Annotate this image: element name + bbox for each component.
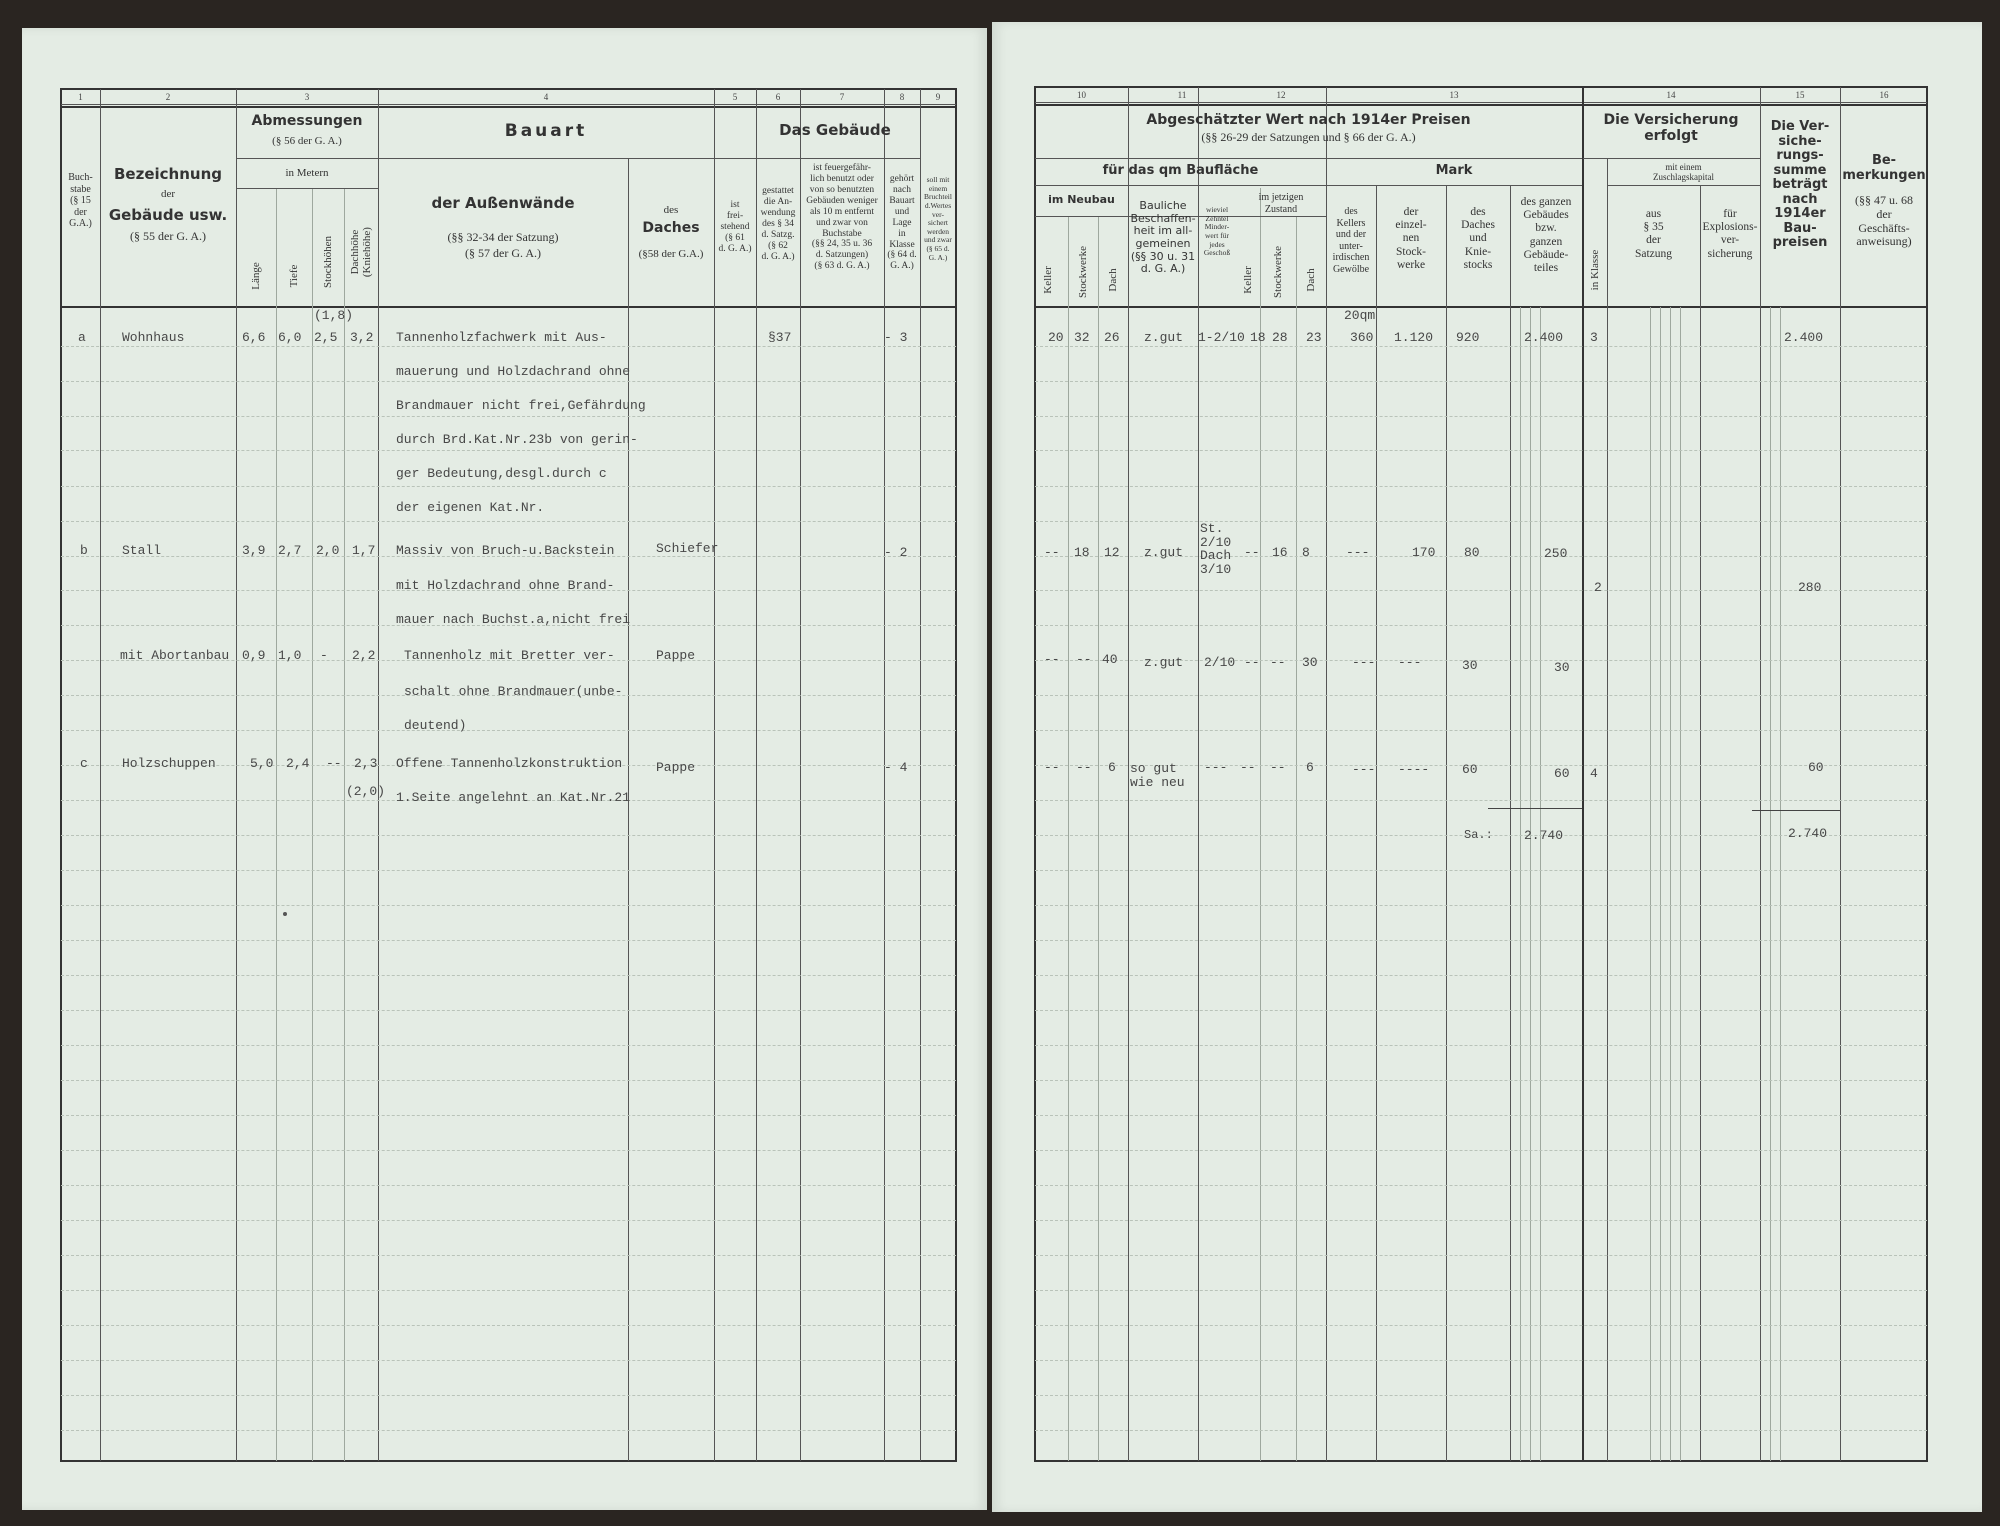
header-abmessungen-title: Abmessungen bbox=[251, 113, 363, 129]
header-wieviel: wieviel Zehntel Minder- wert für jedes Geschoß bbox=[1203, 205, 1231, 258]
row-a-stock-above: (1,8) bbox=[314, 308, 354, 323]
col-number-9: 9 bbox=[935, 92, 941, 102]
r-abort-ganzen: 30 bbox=[1554, 660, 1570, 675]
row-b-klasse: - 2 bbox=[884, 545, 908, 560]
sum-label: Sa.: bbox=[1464, 828, 1493, 842]
row-c-dach: 2,3 bbox=[354, 756, 378, 771]
row-abort-dach: 2,2 bbox=[352, 648, 376, 663]
row-a-wand-3: Brandmauer nicht frei,Gefährdung bbox=[396, 398, 646, 413]
row-c-dach-mat: Pappe bbox=[656, 760, 696, 775]
r-b-klasse: 2 bbox=[1594, 580, 1602, 595]
header-bezeichnung-gebaeude: Gebäude usw. bbox=[108, 206, 228, 224]
header-n-dach: Dach bbox=[1107, 268, 1119, 292]
header-aus: aus § 35 der Satzung bbox=[1634, 208, 1673, 260]
r-b-summe: 280 bbox=[1798, 580, 1822, 595]
header-in-klasse: in Klasse bbox=[1589, 249, 1601, 291]
r-c-n-stock: -- bbox=[1076, 760, 1092, 775]
row-b-dach: 1,7 bbox=[352, 543, 376, 558]
header-gehoert: gehört nach Bauart und Lage in Klasse (§ 64 d. G. A.) bbox=[887, 174, 917, 272]
header-j-dach: Dach bbox=[1305, 268, 1317, 292]
row-c-tiefe: 2,4 bbox=[286, 756, 310, 771]
r-c-j-keller: -- bbox=[1240, 760, 1256, 775]
r-b-zehntel: St. 2/10 Dach 3/10 bbox=[1200, 521, 1232, 577]
header-bezeichnung-ref: (§ 55 der G. A.) bbox=[130, 229, 206, 243]
row-abort-dach-mat: Pappe bbox=[656, 648, 696, 663]
r-b-daches: 80 bbox=[1464, 545, 1480, 560]
header-j-keller: Keller bbox=[1242, 266, 1254, 294]
r-a-j-stock: 28 bbox=[1272, 330, 1288, 345]
header-mark: Mark bbox=[1435, 163, 1473, 178]
r-abort-j-stock: -- bbox=[1270, 655, 1286, 670]
row-abort-name: mit Abortanbau bbox=[120, 648, 230, 663]
sum-ganzen: 2.740 bbox=[1524, 828, 1564, 843]
header-abmessungen-ref: (§ 56 der G. A.) bbox=[272, 135, 342, 147]
header-bauliche: Bauliche Beschaffen- heit im all- gemeinen (§§ 30 u. 31 d. G. A.) bbox=[1130, 199, 1196, 276]
header-bauart-title: Bauart bbox=[504, 121, 588, 141]
col-number-14: 14 bbox=[1666, 90, 1676, 100]
col-number-12: 12 bbox=[1276, 90, 1286, 100]
header-dachhoehe: Dachhöhe (Kniehöhe) bbox=[348, 227, 373, 278]
row-b-wand-3: mauer nach Buchst.a,nicht frei bbox=[396, 612, 631, 627]
r-abort-zehntel: 2/10 bbox=[1204, 655, 1236, 670]
r-b-n-dach: 12 bbox=[1104, 545, 1120, 560]
header-summe: Die Ver- siche- rungs- summe beträgt nach 1914er Bau- preisen bbox=[1770, 119, 1830, 251]
r-b-ganzen: 250 bbox=[1544, 546, 1568, 561]
row-abort-wand-2: schalt ohne Brandmauer(unbe- bbox=[404, 684, 623, 699]
r-a-daches: 920 bbox=[1456, 330, 1480, 345]
header-im-neubau: im Neubau bbox=[1048, 193, 1115, 206]
header-ganzen: des ganzen Gebäudes bzw. ganzen Gebäude- teiles bbox=[1520, 196, 1572, 275]
r-abort-n-stock: -- bbox=[1076, 652, 1092, 667]
r-abort-j-keller: -- bbox=[1244, 655, 1260, 670]
row-a-gestattet: §37 bbox=[768, 330, 792, 345]
r-abort-daches: 30 bbox=[1462, 658, 1478, 673]
col-number-16: 16 bbox=[1879, 90, 1889, 100]
row-a-wand-6: der eigenen Kat.Nr. bbox=[396, 500, 545, 515]
r-b-n-keller: -- bbox=[1044, 545, 1060, 560]
row-c-dach-below: (2,0) bbox=[346, 784, 386, 799]
row-b-tiefe: 2,7 bbox=[278, 543, 302, 558]
header-aussenwaende: der Außenwände bbox=[431, 194, 575, 212]
col-number-1: 1 bbox=[78, 92, 83, 102]
r-c-n-keller: -- bbox=[1044, 760, 1060, 775]
r-abort-kellers: --- bbox=[1352, 655, 1376, 670]
col-number-10: 10 bbox=[1077, 90, 1086, 100]
row-a-laenge: 6,6 bbox=[242, 330, 266, 345]
r-abort-n-keller: -- bbox=[1044, 652, 1060, 667]
r-abort-j-dach: 30 bbox=[1302, 655, 1318, 670]
row-a-wand-5: ger Bedeutung,desgl.durch c bbox=[396, 466, 607, 481]
r-c-einzelnen: ---- bbox=[1398, 762, 1430, 777]
r-b-n-stock: 18 bbox=[1074, 545, 1090, 560]
header-qm-title: für das qm Baufläche bbox=[1102, 163, 1259, 178]
row-b-wand-2: mit Holzdachrand ohne Brand- bbox=[396, 578, 615, 593]
r-b-j-dach: 8 bbox=[1302, 545, 1310, 560]
header-feuergefaehrlich: ist feuergefähr- lich benutzt oder von so benutzten Gebäuden weniger als 10 m entfernt und zwar von Buchstabe (§§ 24, 35 u. 36 d. Satzungen) (§ 63 d. G. A.) bbox=[806, 163, 878, 272]
header-kellers: des Kellers und der unter- irdischen Gewölbe bbox=[1332, 206, 1370, 275]
r-a-ganzen: 2.400 bbox=[1524, 330, 1564, 345]
row-a-stock: 2,5 bbox=[314, 330, 338, 345]
header-soll: soll mit einem Bruchteil d.Wertes ver- sichert werden und zwar (§ 65 d. G. A.) bbox=[924, 175, 952, 262]
header-buchstabe: Buch- stabe (§ 15 der G.A.) bbox=[68, 172, 93, 229]
r-a-einzelnen: 1.120 bbox=[1394, 330, 1434, 345]
col-number-15: 15 bbox=[1795, 90, 1805, 100]
r-a-zehntel: 1-2/10 bbox=[1198, 330, 1245, 345]
col-number-11: 11 bbox=[1177, 90, 1187, 100]
col-number-8: 8 bbox=[899, 92, 905, 102]
row-c-wand: Offene Tannenholzkonstruktion bbox=[396, 756, 623, 771]
header-wert-ref: (§§ 26-29 der Satzungen und § 66 der G. A.) bbox=[1201, 130, 1416, 144]
col-number-13: 13 bbox=[1449, 90, 1459, 100]
header-explosion: für Explosions- ver- sicherung bbox=[1702, 208, 1758, 260]
row-a-wand: Tannenholzfachwerk mit Aus- bbox=[396, 330, 607, 345]
r-abort-einzelnen: --- bbox=[1398, 655, 1422, 670]
r-c-j-dach: 6 bbox=[1306, 760, 1314, 775]
header-stockhoehen: Stockhöhen bbox=[322, 236, 334, 288]
row-abort-stock: - bbox=[320, 648, 328, 663]
row-b-laenge: 3,9 bbox=[242, 543, 266, 558]
header-n-stockwerke: Stockwerke bbox=[1077, 246, 1089, 298]
row-c-laenge: 5,0 bbox=[250, 756, 274, 771]
r-c-klasse: 4 bbox=[1590, 766, 1598, 781]
header-gestattet: gestattet die An- wendung des § 34 d. Satzg. (§ 62 d. G. A.) bbox=[760, 186, 796, 262]
r-c-ganzen: 60 bbox=[1554, 766, 1570, 781]
row-abort-wand-3: deutend) bbox=[404, 718, 467, 733]
row-a-klasse: - 3 bbox=[884, 330, 908, 345]
header-aussenwaende-ref1: (§§ 32-34 der Satzung) bbox=[447, 230, 559, 244]
row-abort-wand: Tannenholz mit Bretter ver- bbox=[404, 648, 615, 663]
r-c-bauliche: so gut wie neu bbox=[1130, 761, 1185, 791]
r-b-j-keller: -- bbox=[1244, 545, 1260, 560]
row-a-tiefe: 6,0 bbox=[278, 330, 302, 345]
r-a-j-keller: 18 bbox=[1250, 330, 1266, 345]
row-a-letter: a bbox=[78, 330, 86, 345]
header-gebaeude-title: Das Gebäude bbox=[779, 121, 891, 139]
header-daches: Daches bbox=[642, 220, 700, 236]
row-b-name: Stall bbox=[122, 543, 162, 558]
col-number-2: 2 bbox=[165, 92, 171, 102]
header-bemerkungen: Be- merkungen bbox=[1842, 153, 1926, 183]
col-number-5: 5 bbox=[732, 92, 738, 102]
r-a-klasse: 3 bbox=[1590, 330, 1598, 345]
header-einzelnen: der einzel- nen Stock- werke bbox=[1395, 206, 1427, 271]
r-c-n-dach: 6 bbox=[1108, 760, 1116, 775]
row-a-name: Wohnhaus bbox=[122, 330, 185, 345]
r-abort-n-dach: 40 bbox=[1102, 652, 1118, 667]
col-number-7: 7 bbox=[839, 92, 845, 102]
header-daches-ref: (§58 der G.A.) bbox=[638, 248, 704, 260]
sum-summe: 2.740 bbox=[1788, 826, 1828, 841]
header-freistehend: ist frei- stehend (§ 61 d. G. A.) bbox=[718, 200, 752, 254]
header-laenge: Länge bbox=[250, 262, 262, 290]
sum-rule-ganzen bbox=[1488, 808, 1582, 809]
header-j-stockwerke: Stockwerke bbox=[1272, 246, 1284, 298]
r-abort-bauliche: z.gut bbox=[1144, 655, 1184, 670]
row-a-wand-2: mauerung und Holzdachrand ohne bbox=[396, 364, 631, 379]
header-im-jetzigen: im jetzigen Zustand bbox=[1258, 192, 1304, 215]
r-c-daches: 60 bbox=[1462, 762, 1478, 777]
header-n-keller: Keller bbox=[1042, 266, 1054, 294]
col-number-6: 6 bbox=[775, 92, 781, 102]
sum-rule-summe bbox=[1752, 810, 1840, 811]
r-a-kellers: 360 bbox=[1350, 330, 1374, 345]
row-a-wand-4: durch Brd.Kat.Nr.23b von gerin- bbox=[396, 432, 638, 447]
r-a-n-stock: 32 bbox=[1074, 330, 1090, 345]
row-c-stock: -- bbox=[326, 756, 342, 771]
header-tiefe: Tiefe bbox=[288, 264, 300, 288]
row-a-dach: 3,2 bbox=[350, 330, 374, 345]
col-number-3: 3 bbox=[304, 92, 310, 102]
col-number-4: 4 bbox=[543, 92, 549, 102]
row-abort-tiefe: 1,0 bbox=[278, 648, 302, 663]
row-b-stock: 2,0 bbox=[316, 543, 340, 558]
r-a-n-dach: 26 bbox=[1104, 330, 1120, 345]
r-a-j-dach: 23 bbox=[1306, 330, 1322, 345]
r-b-kellers: --- bbox=[1346, 545, 1370, 560]
row-abort-laenge: 0,9 bbox=[242, 648, 266, 663]
header-bezeichnung-der: der bbox=[160, 188, 176, 200]
r-a-n-keller: 20 bbox=[1048, 330, 1064, 345]
r-b-einzelnen: 170 bbox=[1412, 545, 1436, 560]
header-daches-knie: des Daches und Knie- stocks bbox=[1461, 206, 1495, 271]
r-a-summe: 2.400 bbox=[1784, 330, 1824, 345]
r-b-bauliche: z.gut bbox=[1144, 545, 1184, 560]
row-c-klasse: - 4 bbox=[884, 760, 908, 775]
r-c-zehntel: --- bbox=[1204, 760, 1228, 775]
header-zuschlag: mit einem Zuschlagskapital bbox=[1653, 162, 1714, 183]
punch-dot bbox=[283, 912, 287, 916]
header-daches-des: des bbox=[663, 204, 679, 216]
header-aussenwaende-ref2: (§ 57 der G. A.) bbox=[465, 246, 541, 260]
header-bemerkungen-ref: (§§ 47 u. 68 der Geschäfts- anweisung) bbox=[1855, 193, 1913, 249]
r-b-j-stock: 16 bbox=[1272, 545, 1288, 560]
row-c-wand-2: 1.Seite angelehnt an Kat.Nr.21 bbox=[396, 790, 631, 805]
header-versicherung-title: Die Versicherung erfolgt bbox=[1603, 112, 1739, 145]
header-bezeichnung-title: Bezeichnung bbox=[114, 165, 222, 183]
header-in-metern: in Metern bbox=[285, 167, 329, 179]
row-c-letter: c bbox=[80, 756, 88, 771]
r-c-kellers: --- bbox=[1352, 762, 1376, 777]
header-wert-title: Abgeschätzter Wert nach 1914er Preisen bbox=[1146, 112, 1471, 128]
r-c-summe: 60 bbox=[1808, 760, 1824, 775]
row-b-wand: Massiv von Bruch-u.Backstein bbox=[396, 543, 615, 558]
row-b-dach-mat: Schiefer bbox=[656, 541, 719, 556]
row-b-letter: b bbox=[80, 543, 88, 558]
r-a-bauliche: z.gut bbox=[1144, 330, 1184, 345]
r-a-kellers-above: 20qm bbox=[1344, 308, 1376, 323]
r-c-j-stock: -- bbox=[1270, 760, 1286, 775]
row-c-name: Holzschuppen bbox=[122, 756, 216, 771]
